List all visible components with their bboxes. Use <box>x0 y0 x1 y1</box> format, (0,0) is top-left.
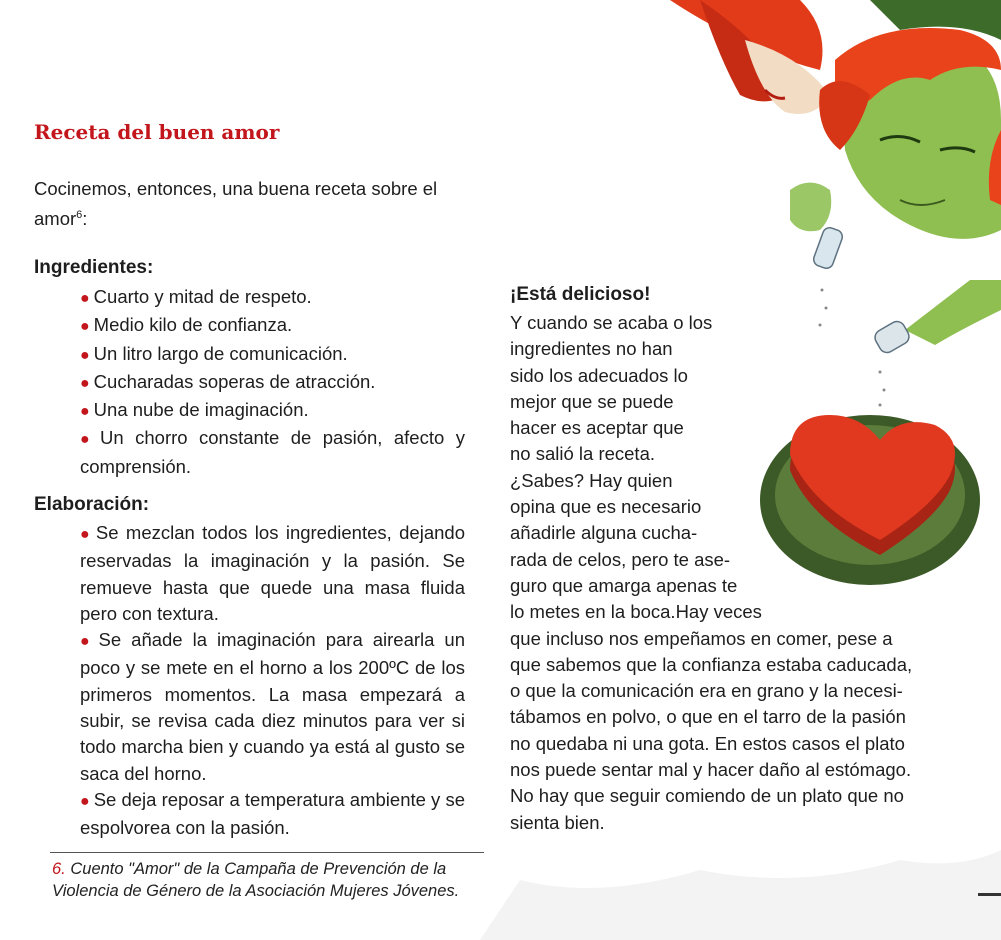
elaboration-heading: Elaboración: <box>34 494 150 515</box>
elaboration-list <box>80 520 465 842</box>
intro-paragraph <box>34 176 474 233</box>
footnote-divider <box>50 852 484 853</box>
woman-figure <box>670 0 1001 114</box>
right-column-text: Y cuando se acaba o los ingredientes no han sido los adecuados lo mejor que se puede hacer es aceptar que no salió la receta. ¿Sabes? Hay quien opina que es necesario añadirle alguna cucha- rada de celos, pero te ase- guro que amarga apenas te lo metes en la boca.Hay veces que incluso nos empeñamos en comer, pese a que sabemos que la confianza estaba caducada, o que la comunicación era en grano y la necesi- tábamos en polvo, o que en el tarro de la pasión no quedaba ni una gota. En estos casos el plato nos puede sentar mal y hacer daño al estómago. No hay que seguir comiendo de un plato que no sienta bien. <box>510 312 913 833</box>
page-title: Receta del buen amor <box>34 120 280 144</box>
list-item: ● Medio kilo de confianza. <box>80 314 293 336</box>
bullet-icon: ● <box>80 431 96 449</box>
list-item: ● Cuarto y mitad de respeto. <box>80 286 312 307</box>
edge-mark <box>978 893 1001 896</box>
list-item: ● Una nube de imaginación. <box>80 399 309 421</box>
bullet-icon: ● <box>80 633 95 651</box>
list-item: ● Un litro largo de comunicación. <box>80 342 348 364</box>
bullet-icon: ● <box>80 403 90 421</box>
man-figure <box>819 28 1001 239</box>
intro-text: Cocinemos, entonces, una buena receta sobre el amor <box>34 178 438 230</box>
bullet-icon: ● <box>80 792 90 810</box>
bullet-icon: ● <box>80 290 90 307</box>
footnote-text: Cuento "Amor" de la Campaña de Prevención de la Violencia de Género de la Asociación Mujeres Jóvenes. <box>52 860 460 900</box>
list-item: ● Se añade la imaginación para airearla un poco y se mete en el horno a los 200ºC de los primeros momentos. La masa empezará a subir, se revisa cada diez minutos para ver si todo marcha bien y cuando ya está al gusto se saca del horno. <box>80 629 465 784</box>
list-item: ● Se deja reposar a temperatura ambiente y se espolvorea con la pasión. <box>80 788 465 839</box>
list-item: ● Un chorro constante de pasión, afecto y comprensión. <box>80 427 465 477</box>
footnote-number: 6. <box>52 860 66 878</box>
bullet-icon: ● <box>80 318 90 336</box>
bullet-icon: ● <box>80 346 90 364</box>
delicious-heading: ¡Está delicioso! <box>510 284 651 305</box>
ingredients-heading: Ingredientes: <box>34 257 154 278</box>
list-item: ● Se mezclan todos los ingredientes, dejando reservadas la imaginación y la pasión. Se remueve hasta que quede una masa fluida pero con textura. <box>80 522 465 624</box>
bullet-icon: ● <box>80 374 90 392</box>
hand-shaker-left <box>790 183 844 327</box>
list-item: ● Cucharadas soperas de atracción. <box>80 370 376 392</box>
footnote <box>52 858 492 902</box>
ingredients-list <box>80 284 465 480</box>
footnote-ref: 6 <box>76 209 83 222</box>
bullet-icon: ● <box>80 526 92 543</box>
intro-tail: : <box>82 208 88 230</box>
